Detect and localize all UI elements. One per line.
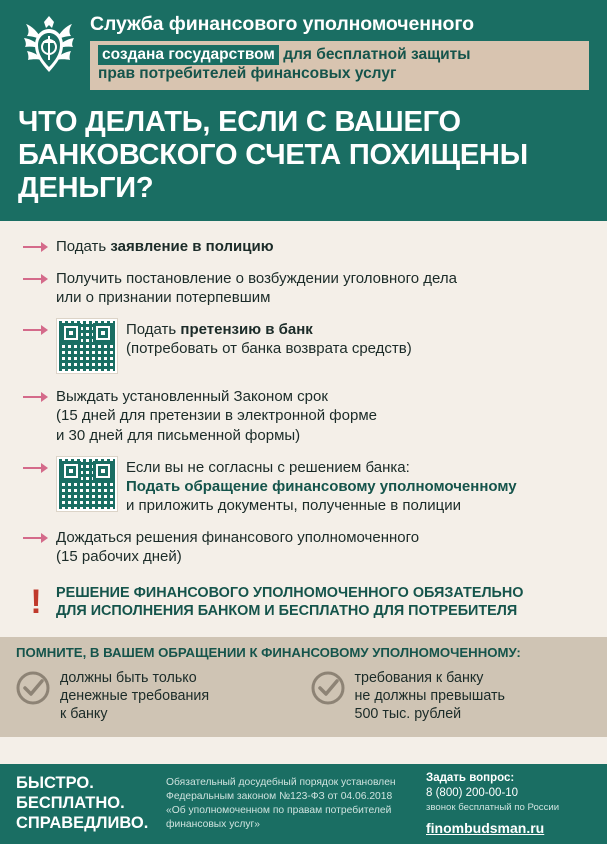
legal-line: «Об уполномоченном по правам потребителей [166,805,392,816]
steps-list [0,221,607,567]
tagline-box [90,41,589,90]
tagline-rest: для бесплатной защиты [278,46,471,64]
check-circle-icon [16,671,50,705]
coat-of-arms-emblem-icon [18,12,80,78]
remember-band [0,637,607,738]
step-line: Дождаться решения финансового уполномоченного [56,529,420,547]
header [0,0,607,221]
arrow-right-icon [16,267,56,285]
callout-line: ДЛЯ ИСПОЛНЕНИЯ БАНКОМ И БЕСПЛАТНО ДЛЯ ПОТРЕБИТЕЛЯ [56,603,518,620]
arrow-right-icon [16,456,56,474]
website-link[interactable]: finombudsman.ru [426,819,545,836]
legal-line: Федеральным законом №123-ФЗ от 04.06.2018 [166,791,393,803]
step-line: (потребовать от банка возврата средств) [126,340,412,358]
slogan-line: СПРАВЕДЛИВО. [16,813,149,832]
step-line: и 30 дней для письменной формы) [56,426,301,444]
arrow-right-icon [16,235,56,253]
org-block [90,12,589,90]
remember-line: к банку [60,706,108,723]
step-line [126,477,591,496]
step-text-plain: Подать [56,237,111,255]
page-title: ЧТО ДЕЛАТЬ, ЕСЛИ С ВАШЕГО БАНКОВСКОГО СЧЕТА ПОХИЩЕНЫ ДЕНЬГИ? [18,106,528,204]
arrow-right-icon [16,385,56,403]
phone-number[interactable]: 8 (800) 200-00-10 [426,787,519,800]
header-top [18,12,589,90]
remember-line: 500 тыс. рублей [354,706,462,723]
footer-contacts [426,771,591,838]
tagline-highlight: создана государством [98,45,279,65]
remember-line: не должны превышать [354,687,505,704]
step-text-bold: претензию в банк [180,321,313,339]
step-line: Выждать установленный Законом срок [56,388,328,406]
step-text-bold: Подать обращение финансовому уполномоченному [126,477,517,495]
free-call-note: звонок бесплатный по России [426,801,560,813]
step-text-plain: Подать [126,321,181,339]
list-item [16,267,591,307]
step-text [56,526,591,566]
legal-line: финансовых услуг» [166,818,261,830]
legal-line: Обязательный досудебный порядок установлен [166,777,396,789]
footer [0,764,607,844]
step-text [126,456,591,516]
slogan-line: БЕСПЛАТНО. [16,794,125,813]
org-title: Служба финансового уполномоченного [90,13,474,35]
slogan-line: БЫСТРО. [16,774,94,793]
callout-line: РЕШЕНИЕ ФИНАНСОВОГО УПОЛНОМОЧЕННОГО ОБЯЗАТЕЛЬНО [56,584,524,601]
step-line: Получить постановление о возбуждении уголовного дела [56,269,457,287]
list-item [16,318,591,374]
remember-line: требования к банку [354,669,484,686]
step-text [56,267,591,307]
remember-columns [16,669,591,724]
tagline-line-2: прав потребителей финансовых услуг [98,65,397,83]
callout-banner [16,578,591,629]
list-item [16,385,591,445]
remember-line: денежные требования [60,687,210,704]
step-line: или о признании потерпевшим [56,288,271,306]
footer-legal-text [166,776,426,832]
step-text-bold: заявление в полицию [110,237,274,255]
step-text [56,385,591,445]
remember-column-2 [311,669,592,724]
qr-code-icon[interactable] [56,318,118,374]
step-line: и приложить документы, полученные в полиции [126,497,461,515]
step-text [56,235,591,256]
footer-slogan [16,774,166,833]
tagline-line-1 [98,46,581,65]
remember-text [355,669,505,724]
remember-line: должны быть только [60,669,197,686]
callout-text [56,584,591,621]
list-item [16,456,591,516]
step-line: (15 дней для претензии в электронной форме [56,407,377,425]
arrow-right-icon [16,318,56,336]
step-line: Если вы не согласны с решением банка: [126,458,410,476]
arrow-right-icon [16,526,56,544]
remember-column-1 [16,669,297,724]
list-item [16,235,591,256]
list-item [16,526,591,566]
step-line [126,320,591,339]
exclamation-icon: ! [30,583,42,622]
qr-code-icon[interactable] [56,456,118,512]
step-line: (15 рабочих дней) [56,548,182,566]
remember-title: ПОМНИТЕ, В ВАШЕМ ОБРАЩЕНИИ К ФИНАНСОВОМУ УПОЛНОМОЧЕННОМУ: [16,644,521,660]
remember-text [60,669,209,724]
step-text [126,318,591,358]
check-circle-icon [311,671,345,705]
ask-question-label: Задать вопрос: [426,771,515,784]
